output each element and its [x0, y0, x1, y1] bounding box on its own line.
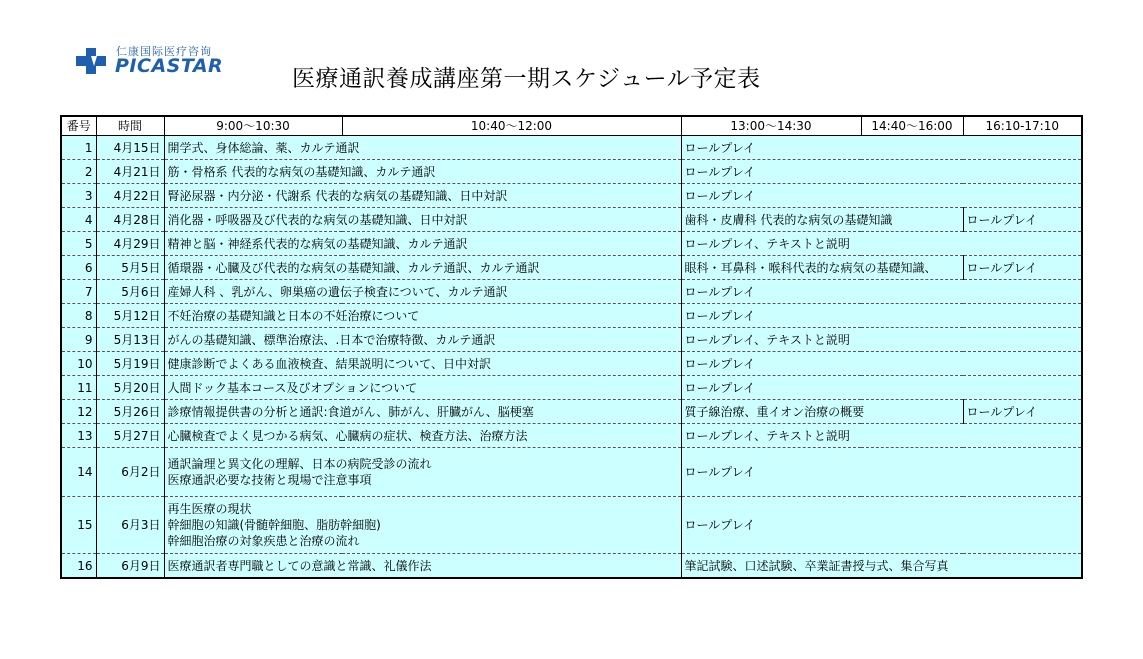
morning-session-line: 精神と脳・神経系代表的な病気の基礎知識、カルテ通訳 — [167, 236, 468, 251]
page-title: 医療通訳養成講座第一期スケジュール予定表 — [292, 66, 761, 92]
afternoon-session: ロールプレイ — [681, 160, 1082, 184]
afternoon-session: ロールプレイ — [681, 376, 1082, 400]
afternoon-session: ロールプレイ — [681, 136, 1082, 160]
morning-session — [164, 352, 681, 376]
header-slot-4: 14:40〜16:00 — [861, 116, 963, 136]
morning-session-line: 循環器・心臓及び代表的な病気の基礎知識、カルテ通訳、カルテ通訳 — [167, 260, 540, 275]
late-afternoon-session: ロールプレイ — [963, 256, 1082, 280]
afternoon-session: ロールプレイ、テキストと説明 — [681, 328, 1082, 352]
schedule-table — [60, 115, 1083, 579]
morning-session — [164, 160, 681, 184]
row-date: 6月2日 — [96, 448, 164, 497]
table-row — [61, 208, 1082, 232]
morning-session — [164, 136, 681, 160]
afternoon-session: ロールプレイ、テキストと説明 — [681, 232, 1082, 256]
morning-session-line: 幹細胞治療の対象疾患と治療の流れ — [167, 534, 360, 548]
row-date: 4月22日 — [96, 184, 164, 208]
row-date: 6月3日 — [96, 497, 164, 554]
morning-session — [164, 424, 681, 448]
table-row — [61, 136, 1082, 160]
afternoon-session: ロールプレイ — [681, 352, 1082, 376]
morning-session-line: 診療情報提供書の分析と通訳:食道がん、肺がん、肝臓がん、脳梗塞 — [167, 404, 534, 419]
morning-session-line: 不妊治療の基礎知識と日本の不妊治療について — [167, 308, 420, 323]
late-afternoon-session: ロールプレイ — [963, 208, 1082, 232]
row-date: 5月5日 — [96, 256, 164, 280]
row-number: 12 — [61, 400, 96, 424]
row-number: 2 — [61, 160, 96, 184]
row-number: 14 — [61, 448, 96, 497]
table-row — [61, 554, 1082, 579]
morning-session — [164, 376, 681, 400]
morning-session — [164, 232, 681, 256]
morning-session — [164, 497, 681, 554]
row-number: 1 — [61, 136, 96, 160]
row-date: 4月28日 — [96, 208, 164, 232]
table-row — [61, 400, 1082, 424]
morning-session-line: 心臓検査でよく見つかる病気、心臓病の症状、検査方法、治療方法 — [167, 428, 528, 443]
morning-session — [164, 448, 681, 497]
row-number: 15 — [61, 497, 96, 554]
morning-session-line: 再生医療の現状 — [167, 502, 252, 516]
logo-english-name: PICASTAR — [115, 55, 224, 77]
afternoon-session: ロールプレイ — [681, 497, 1082, 554]
table-row — [61, 424, 1082, 448]
table-row — [61, 232, 1082, 256]
header-slot-2: 10:40〜12:00 — [342, 116, 681, 136]
row-date: 5月27日 — [96, 424, 164, 448]
morning-session — [164, 400, 681, 424]
morning-session — [164, 184, 681, 208]
table-row — [61, 304, 1082, 328]
afternoon-session: 眼科・耳鼻科・喉科代表的な病気の基礎知識、 — [681, 256, 963, 280]
header-slot-1: 9:00〜10:30 — [164, 116, 342, 136]
header-slot-5: 16:10-17:10 — [963, 116, 1082, 136]
row-date: 4月21日 — [96, 160, 164, 184]
row-date: 4月29日 — [96, 232, 164, 256]
row-date: 5月13日 — [96, 328, 164, 352]
row-date: 5月12日 — [96, 304, 164, 328]
row-date: 5月6日 — [96, 280, 164, 304]
morning-session — [164, 304, 681, 328]
table-row — [61, 376, 1082, 400]
afternoon-session: 質子線治療、重イオン治療の概要 — [681, 400, 963, 424]
morning-session-line: 医療通訳者専門職としての意識と常識、礼儀作法 — [167, 558, 432, 573]
morning-session-line: 消化器・呼吸器及び代表的な病気の基礎知識、日中対訳 — [167, 212, 468, 227]
morning-session-line: 開学式、身体総論、薬、カルテ通訳 — [167, 140, 360, 155]
header-time: 時間 — [96, 116, 164, 136]
afternoon-session: ロールプレイ — [681, 304, 1082, 328]
header-number: 番号 — [61, 116, 96, 136]
late-afternoon-session: ロールプレイ — [963, 400, 1082, 424]
row-date: 6月9日 — [96, 554, 164, 579]
logo-cross-icon — [74, 46, 112, 76]
morning-session-line: 産婦人科 、乳がん、卵巣癌の遺伝子検査について、カルテ通訳 — [167, 284, 508, 299]
row-number: 10 — [61, 352, 96, 376]
row-number: 4 — [61, 208, 96, 232]
afternoon-session: ロールプレイ、テキストと説明 — [681, 424, 1082, 448]
morning-session — [164, 280, 681, 304]
row-number: 3 — [61, 184, 96, 208]
afternoon-session: ロールプレイ — [681, 448, 1082, 497]
row-number: 16 — [61, 554, 96, 579]
table-row — [61, 184, 1082, 208]
row-number: 5 — [61, 232, 96, 256]
row-number: 9 — [61, 328, 96, 352]
table-row — [61, 497, 1082, 554]
row-number: 7 — [61, 280, 96, 304]
afternoon-session: ロールプレイ — [681, 280, 1082, 304]
morning-session — [164, 328, 681, 352]
header-slot-3: 13:00〜14:30 — [681, 116, 861, 136]
morning-session-line: 腎泌尿器・内分泌・代謝系 代表的な病気の基礎知識、日中対訳 — [167, 188, 508, 203]
morning-session-line: 筋・骨格系 代表的な病気の基礎知識、カルテ通訳 — [167, 164, 436, 179]
morning-session — [164, 554, 681, 579]
header-row — [61, 116, 1082, 136]
morning-session-line: 通訳論理と異文化の理解、日本の病院受診の流れ — [167, 457, 432, 471]
morning-session-line: 医療通訳必要な技術と現場で注意事項 — [167, 473, 372, 487]
company-logo — [74, 42, 234, 78]
table-row — [61, 280, 1082, 304]
table-row — [61, 448, 1082, 497]
morning-session-line: 健康診断でよくある血液検査、結果説明について、日中対訳 — [167, 356, 492, 371]
morning-session — [164, 208, 681, 232]
morning-session-line: がんの基礎知識、標準治療法、.日本で治療特徴、カルテ通訳 — [167, 332, 496, 347]
morning-session — [164, 256, 681, 280]
table-row — [61, 160, 1082, 184]
row-date: 5月26日 — [96, 400, 164, 424]
morning-session-line: 幹細胞の知識(骨髄幹細胞、脂肪幹細胞) — [167, 518, 381, 532]
row-number: 6 — [61, 256, 96, 280]
row-number: 8 — [61, 304, 96, 328]
table-row — [61, 328, 1082, 352]
afternoon-session: 歯科・皮膚科 代表的な病気の基礎知識 — [681, 208, 963, 232]
logo-chinese-name: 仁康国际医疗咨询 — [116, 45, 212, 58]
row-date: 5月19日 — [96, 352, 164, 376]
row-date: 4月15日 — [96, 136, 164, 160]
row-date: 5月20日 — [96, 376, 164, 400]
table-row — [61, 256, 1082, 280]
afternoon-session: 筆記試験、口述試験、卒業証書授与式、集合写真 — [681, 554, 1082, 579]
row-number: 13 — [61, 424, 96, 448]
afternoon-session: ロールプレイ — [681, 184, 1082, 208]
table-row — [61, 352, 1082, 376]
row-number: 11 — [61, 376, 96, 400]
morning-session-line: 人間ドック基本コース及びオプションについて — [167, 380, 418, 395]
